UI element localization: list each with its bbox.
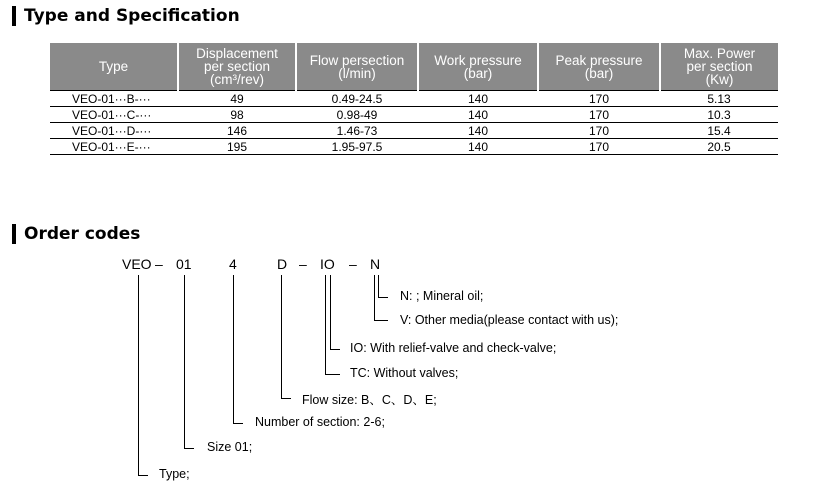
media-vline-inner (378, 275, 379, 297)
flow-leader (281, 398, 291, 399)
spec-column-header (178, 43, 296, 91)
spec-value-cell: 98 (178, 107, 296, 123)
spec-table-body (50, 91, 778, 155)
spec-header-line: Max. Power (683, 46, 756, 61)
spec-value-cell: 140 (418, 123, 538, 139)
code-dash: – (349, 256, 357, 272)
spec-value-cell: 140 (418, 107, 538, 123)
spec-value-cell: 195 (178, 139, 296, 155)
spec-value-cell: 1.95-97.5 (296, 139, 418, 155)
spec-header-line: Displacement (196, 46, 278, 61)
spec-header-line: Flow persection (309, 52, 405, 68)
sections-leader (233, 423, 243, 424)
spec-row (50, 107, 778, 123)
order-section-title: Order codes (24, 224, 141, 244)
flow-size-label: Flow size: B、C、D、E; (302, 393, 437, 407)
media-n-leader (378, 297, 388, 298)
media-v-leader (374, 320, 388, 321)
spec-header-line: (bar) (463, 65, 493, 81)
spec-value-cell: 146 (178, 123, 296, 139)
type-label: Type; (159, 467, 190, 481)
spec-value-cell: 49 (178, 91, 296, 107)
code-size: 01 (176, 256, 192, 272)
spec-header-row (50, 43, 778, 91)
spec-column-header (50, 43, 178, 91)
spec-header-line: Type (98, 59, 129, 74)
spec-row (50, 123, 778, 139)
sections-vline (233, 275, 234, 423)
spec-column-header (538, 43, 660, 91)
code-valve: IO (320, 256, 335, 272)
size-vline (184, 275, 185, 448)
valve-tc-leader (325, 374, 340, 375)
spec-value-cell: 140 (418, 139, 538, 155)
spec-value-cell: 5.13 (660, 91, 778, 107)
spec-type-cell: VEO-01···C-··· (50, 107, 178, 123)
spec-type-cell: VEO-01···D-··· (50, 123, 178, 139)
spec-value-cell: 1.46-73 (296, 123, 418, 139)
spec-header-line: per section (203, 59, 271, 74)
spec-header-line: (l/min) (338, 65, 376, 81)
spec-section-header (12, 6, 240, 26)
flow-vline (281, 275, 282, 398)
code-media: N (370, 256, 381, 272)
spec-value-cell: 140 (418, 91, 538, 107)
spec-row (50, 91, 778, 107)
valve-io-leader (330, 349, 340, 350)
spec-value-cell: 10.3 (660, 107, 778, 123)
spec-header-line: Work pressure (434, 52, 522, 68)
num-sections-label: Number of section: 2-6; (255, 415, 385, 429)
spec-column-header (296, 43, 418, 91)
spec-value-cell: 0.49-24.5 (296, 91, 418, 107)
spec-type-cell: VEO-01···B-··· (50, 91, 178, 107)
size-label: Size 01; (207, 440, 253, 454)
spec-value-cell: 0.98-49 (296, 107, 418, 123)
spec-column-header (660, 43, 778, 91)
spec-table-header (50, 43, 778, 91)
spec-header-line: (bar) (584, 65, 614, 81)
order-section-header (12, 224, 140, 244)
spec-header-line: Peak pressure (555, 52, 643, 68)
spec-type-cell: VEO-01···E-··· (50, 139, 178, 155)
code-type: VEO (122, 256, 152, 272)
code-flow: D (277, 256, 288, 272)
media-v-label: V: Other media(please contact with us); (400, 313, 619, 327)
spec-table (50, 43, 778, 155)
spec-row (50, 139, 778, 155)
valve-vline-outer (325, 275, 326, 374)
code-dash: – (155, 256, 163, 272)
code-sections: 4 (229, 256, 237, 272)
type-vline (138, 275, 139, 475)
spec-value-cell: 15.4 (660, 123, 778, 139)
size-leader (184, 448, 194, 449)
spec-column-header (418, 43, 538, 91)
section-marker-bar (12, 6, 16, 26)
media-n-label: N: ; Mineral oil; (400, 289, 484, 303)
spec-value-cell: 20.5 (660, 139, 778, 155)
spec-value-cell: 170 (538, 91, 660, 107)
valve-vline-inner (330, 275, 331, 349)
code-dash: – (299, 256, 307, 272)
spec-value-cell: 170 (538, 107, 660, 123)
type-leader (138, 475, 148, 476)
media-vline-outer (374, 275, 375, 320)
spec-header-line: per section (686, 59, 753, 74)
valve-io-label: IO: With relief-valve and check-valve; (350, 341, 557, 355)
spec-value-cell: 170 (538, 139, 660, 155)
spec-value-cell: 170 (538, 123, 660, 139)
spec-header-line: (Kw) (705, 72, 734, 87)
section-marker-bar (12, 224, 16, 244)
spec-section-title: Type and Specification (24, 6, 240, 26)
valve-tc-label: TC: Without valves; (350, 366, 459, 380)
spec-header-line: (cm³/rev) (210, 72, 264, 87)
